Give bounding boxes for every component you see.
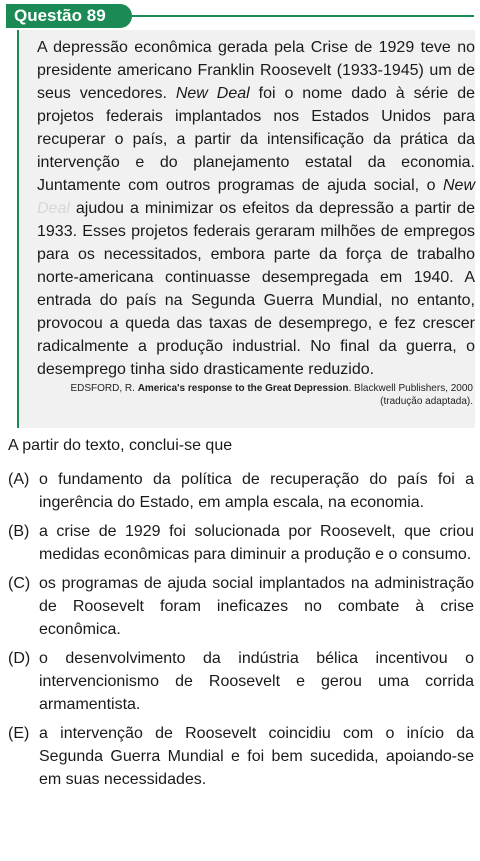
option-text: o desenvolvimento da indústria bélica incentivou o intervencionismo de Roosevelt e gerou uma corrida armamentista. [39,650,474,713]
citation-rest: . Blackwell Publishers, 2000 (tradução adaptada). [348,383,473,407]
new-deal-term-faded: Deal [37,200,70,217]
passage-text [37,36,475,381]
option-text: a crise de 1929 foi solucionada por Roosevelt, que criou medidas econômicas para diminuir a produção e o consumo. [39,523,474,563]
passage-box [17,30,475,428]
question-prompt: A partir do texto, conclui-se que [8,437,233,454]
option-letter: (D) [8,650,31,667]
new-deal-term: New [442,177,475,194]
option-a[interactable] [8,468,474,514]
option-d[interactable] [8,647,474,716]
option-text: o fundamento da política de recuperação do país foi a ingerência do Estado, em ampla escala, na economia. [39,471,474,511]
citation-work: America's response to the Great Depression [137,383,349,394]
option-b[interactable] [8,520,474,566]
option-letter: (A) [8,471,30,488]
option-letter: (E) [8,725,30,742]
passage-segment: foi o nome dado à série de projetos federais implantados nos Estados Unidos para recuperar o país, a partir da intensificação da prática da intervenção e do planejamento estatal da economia. Juntamente com outros programas de ajuda social, o [37,85,476,194]
option-text: os programas de ajuda social implantados na administração de Roosevelt foram ineficazes no combate à crise econômica. [39,575,474,638]
header-rule [126,15,474,17]
new-deal-term: New Deal [175,85,250,102]
option-e[interactable] [8,722,474,791]
question-header [6,4,474,30]
question-number-badge: Questão 89 [6,4,132,28]
option-letter: (C) [8,575,31,592]
option-text: a intervenção de Roosevelt coincidiu com o início da Segunda Guerra Mundial e foi bem sucedida, apoiando-se em suas necessidades. [39,725,474,788]
answer-options [8,468,474,797]
source-citation [27,382,473,408]
option-letter: (B) [8,523,30,540]
passage-segment: A depressão econômica gerada pela Crise de 1929 teve no presidente americano Franklin Roosevelt (1933-1945) um de seus vencedores. [37,39,475,102]
passage-segment: ajudou a minimizar os efeitos da depressão a partir de 1933. Esses projetos federais geraram milhões de empregos para os necessitados, embora parte da força de trabalho norte-americana continuasse desempregada em 1940. A entrada do país na Segunda Guerra Mundial, no entanto, provocou a queda das taxas de desemprego, e fez crescer radicalmente a produção industrial. No final da guerra, o desemprego tinha sido drasticamente reduzido. [37,200,475,378]
option-c[interactable] [8,572,474,641]
citation-author: EDSFORD, R. [70,383,138,394]
